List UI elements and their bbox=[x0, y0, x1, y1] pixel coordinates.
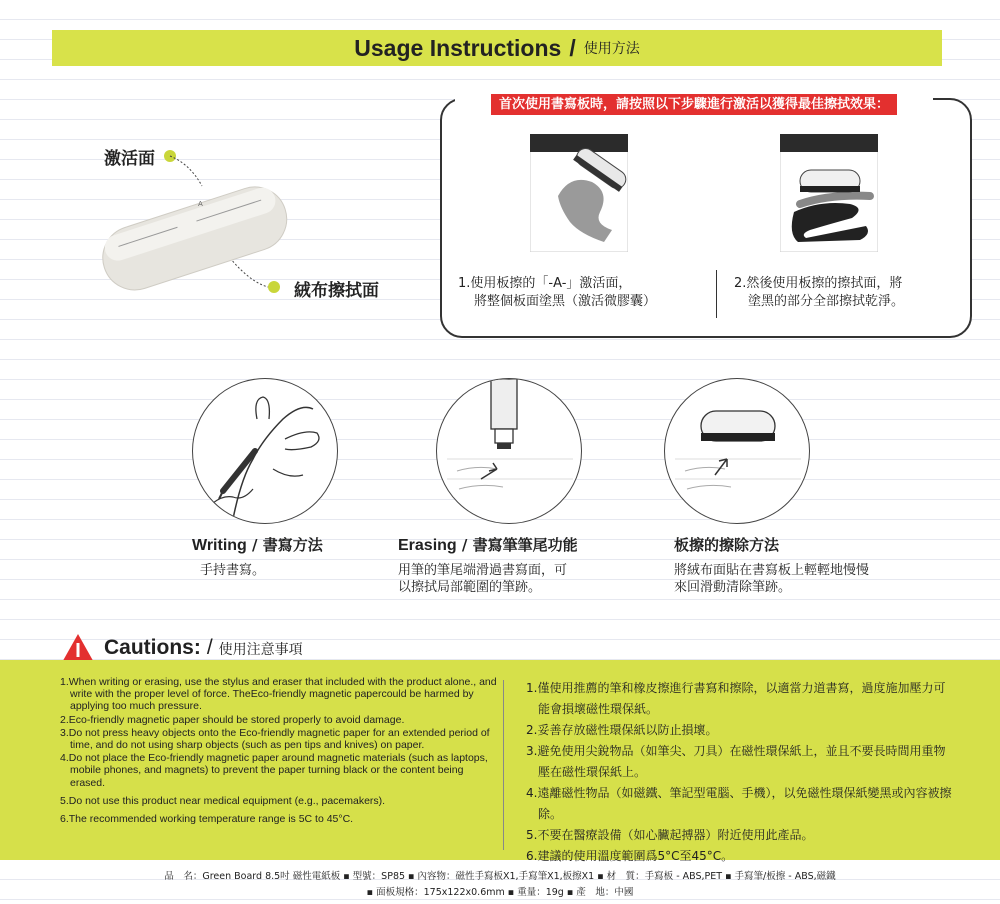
writing-circle bbox=[192, 378, 338, 524]
footer-line1: 品 名：Green Board 8.5吋 磁性電紙板 ▪ 型號：SP85 ▪ 內容物：磁性手寫板X1,手寫筆X1,板擦X1 ▪ 材 質：手寫板 - ABS,PET ▪ 手寫筆/板擦 - ABS,磁鐵 bbox=[164, 871, 836, 882]
writing-title-en: Writing bbox=[192, 537, 247, 554]
title-en: Usage Instructions bbox=[354, 34, 562, 61]
erasing-desc bbox=[398, 562, 567, 596]
step1-line2: 將整個板面塗黑（激活微膠囊） bbox=[474, 294, 657, 309]
erasing-desc-line2: 以擦拭局部範圍的筆跡。 bbox=[398, 580, 542, 595]
activation-header-text: 首次使用書寫板時，請按照以下步驟進行激活以獲得最佳擦拭效果： bbox=[491, 94, 897, 115]
title-bar bbox=[52, 30, 942, 66]
writing-hand-illustration bbox=[193, 379, 338, 524]
cautions-divider bbox=[503, 680, 504, 850]
eraser-usage-illustration bbox=[665, 379, 810, 524]
writing-title-zh: 書寫方法 bbox=[262, 536, 323, 554]
cautions-title-zh: 使用注意事項 bbox=[218, 642, 303, 658]
caution-zh-item: 1.僅使用推薦的筆和橡皮擦進行書寫和擦除，以適當力道書寫，過度施加壓力可能會損壞磁性環保紙。 bbox=[526, 681, 946, 716]
eraser-method-title-zh: 板擦的擦除方法 bbox=[674, 536, 780, 554]
step1-line1: 1.使用板擦的「-A-」激活面， bbox=[458, 276, 632, 291]
cloth-face-label: 絨布擦拭面 bbox=[294, 281, 379, 301]
cautions-title-en: Cautions: bbox=[104, 636, 201, 659]
eraser-circle bbox=[664, 378, 810, 524]
eraser-method-desc-line1: 將絨布面貼在書寫板上輕輕地慢慢 bbox=[674, 563, 870, 578]
step-divider bbox=[716, 270, 717, 318]
footer-line2: ▪ 面板規格：175x122x0.6mm ▪ 重量：19g ▪ 產 地：中國 bbox=[366, 887, 634, 898]
eraser-method-desc bbox=[674, 562, 869, 596]
caution-zh-item: 5.不要在醫療設備（如心臟起搏器）附近使用此產品。 bbox=[526, 828, 814, 842]
step2-text bbox=[734, 275, 904, 311]
caution-en-item: 5.Do not use this product near medical equipment (e.g., pacemakers). bbox=[60, 794, 386, 807]
writing-desc bbox=[200, 562, 265, 579]
caution-zh-item: 4.遠離磁性物品（如磁鐵、筆記型電腦、手機），以免磁性環保紙變黑或內容被擦除。 bbox=[526, 786, 952, 821]
erasing-title-en: Erasing bbox=[398, 537, 457, 554]
step2-line2: 塗黑的部分全部擦拭乾淨。 bbox=[748, 294, 905, 309]
caution-zh-item: 3.避免使用尖銳物品（如筆尖、刀具）在磁性環保紙上，並且不要長時間用重物壓在磁性環保紙上。 bbox=[526, 744, 946, 779]
step1-text bbox=[458, 275, 656, 311]
step2-illustration bbox=[780, 134, 878, 252]
cautions-title: Cautions: / 使用注意事項 bbox=[104, 636, 303, 659]
erasing-title-zh: 書寫筆筆尾功能 bbox=[472, 536, 578, 554]
writing-desc-line1: 手持書寫。 bbox=[200, 563, 266, 578]
step1-illustration bbox=[530, 134, 628, 252]
erasing-title: Erasing / 書寫筆筆尾功能 bbox=[398, 536, 578, 554]
eraser-method-desc-line2: 來回滑動清除筆跡。 bbox=[674, 580, 792, 595]
writing-title: Writing / 書寫方法 bbox=[192, 536, 323, 554]
caution-en-item: 3.Do not press heavy objects onto the Eco-friendly magnetic paper for an extended period of time, and do not using sharp objects (such as pen tips and knives) on paper. bbox=[60, 726, 490, 752]
caution-en-item: 4.Do not place the Eco-friendly magnetic paper around magnetic materials (such as laptops, mobile phones, and magnets) to prevent the paper turning black or the content being erased. bbox=[60, 752, 488, 789]
pen-tail-illustration bbox=[437, 379, 582, 524]
eraser-illustration bbox=[90, 150, 300, 320]
cautions-en-list bbox=[60, 676, 500, 826]
caution-zh-item: 6.建議的使用溫度範圍爲5°C至45°C。 bbox=[526, 849, 734, 863]
eraser-mark: A bbox=[198, 200, 203, 208]
title-slash: / bbox=[569, 34, 576, 61]
caution-en-item: 1.When writing or erasing, use the stylus and eraser that included with the product alone., and write with the proper level of force. TheEco-friendly magnetic papercould be harmed by applying too much pressure. bbox=[60, 676, 497, 713]
activation-header bbox=[455, 93, 933, 115]
caution-zh-item: 2.妥善存放磁性環保紙以防止損壞。 bbox=[526, 723, 718, 737]
caution-en-item: 2.Eco-friendly magnetic paper should be stored properly to avoid damage. bbox=[60, 713, 405, 726]
activation-face-label: 激活面 bbox=[104, 149, 155, 169]
erasing-desc-line1: 用筆的筆尾端滑過書寫面，可 bbox=[398, 563, 568, 578]
erasing-circle bbox=[436, 378, 582, 524]
cautions-zh-list bbox=[526, 678, 956, 867]
title-zh: 使用方法 bbox=[583, 41, 640, 57]
step2-line1: 2.然後使用板擦的擦拭面，將 bbox=[734, 276, 903, 291]
eraser-method-title bbox=[674, 534, 779, 555]
caution-en-item: 6.The recommended working temperature range is 5C to 45°C. bbox=[60, 813, 354, 826]
